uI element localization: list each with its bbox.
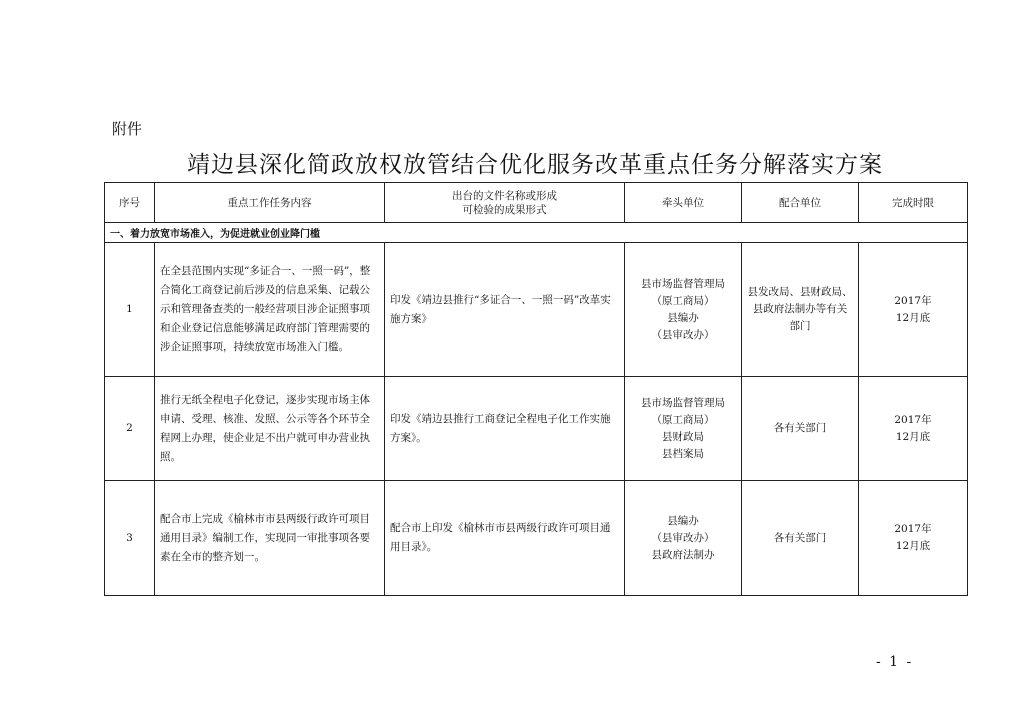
lead-unit-line: 县政府法制办 [651, 548, 715, 561]
lead-unit-line: 县市场监督管理局 [641, 396, 725, 409]
lead-unit-line: （原工商局） [651, 294, 715, 307]
lead-unit-line: （县审改办） [651, 531, 715, 544]
task-content: 在全县范围内实现“多证合一、一照一码”，整合简化工商登记前后涉及的信息采集、记载公示和管理备查类的一般经营项目涉企证照事项和企业登记信息能够满足政府部门管理需要的涉企证照事项，持续放宽市场准入门槛。 [155, 243, 385, 377]
section-title: 一、着力放宽市场准入，为促进就业创业降门槛 [105, 223, 968, 243]
support-unit [742, 377, 859, 481]
lead-unit [625, 243, 742, 377]
table-row [105, 481, 968, 596]
deadline [859, 481, 968, 596]
output-document: 印发《靖边县推行工商登记全程电子化工作实施方案》。 [385, 377, 625, 481]
header-output [385, 183, 625, 223]
deadline-line: 12月底 [895, 311, 931, 324]
attachment-label: 附件 [112, 120, 143, 138]
lead-unit [625, 481, 742, 596]
table-row [105, 243, 968, 377]
header-deadline: 完成时限 [859, 183, 968, 223]
support-unit [742, 243, 859, 377]
section-row [105, 223, 968, 243]
lead-unit-line: 县财政局 [662, 430, 704, 443]
lead-unit-line: 县编办 [667, 311, 699, 324]
deadline [859, 243, 968, 377]
header-no: 序号 [105, 183, 155, 223]
header-lead: 牵头单位 [625, 183, 742, 223]
table-row [105, 377, 968, 481]
support-unit-line: 县政府法制办等有关 [752, 303, 848, 315]
support-unit-line: 各有关部门 [773, 422, 827, 434]
output-document: 配合市上印发《榆林市市县两级行政许可项目通用目录》。 [385, 481, 625, 596]
output-document: 印发《靖边县推行“多证合一、一照一码”改革实施方案》 [385, 243, 625, 377]
deadline-line: 2017年 [894, 294, 932, 307]
row-number: 1 [105, 243, 155, 377]
lead-unit-line: 县档案局 [662, 447, 704, 460]
support-unit-line: 部门 [789, 320, 811, 332]
header-output-line1: 出台的文件名称或形成 [452, 189, 557, 202]
deadline-line: 12月底 [895, 430, 931, 443]
page-number: - 1 - [876, 654, 914, 670]
support-unit [742, 481, 859, 596]
deadline-line: 2017年 [894, 413, 932, 426]
row-number: 2 [105, 377, 155, 481]
document-title: 靖边县深化简政放权放管结合优化服务改革重点任务分解落实方案 [187, 152, 883, 178]
support-unit-line: 各有关部门 [773, 531, 827, 544]
table-header-row [105, 183, 968, 223]
task-content: 推行无纸全程电子化登记，逐步实现市场主体申请、受理、核准、发照、公示等各个环节全程网上办理，使企业足不出户就可申办营业执照。 [155, 377, 385, 481]
lead-unit-line: 县市场监督管理局 [641, 277, 725, 290]
deadline-line: 2017年 [894, 523, 932, 535]
lead-unit-line: （原工商局） [651, 413, 715, 426]
header-task: 重点工作任务内容 [155, 183, 385, 223]
lead-unit-line: （县审改办） [651, 328, 715, 341]
lead-unit [625, 377, 742, 481]
deadline [859, 377, 968, 481]
row-number: 3 [105, 481, 155, 596]
header-output-line2: 可检验的成果形式 [462, 203, 547, 216]
support-unit-line: 县发改局、县财政局、 [747, 286, 853, 298]
header-support: 配合单位 [742, 183, 859, 223]
task-content: 配合市上完成《榆林市市县两级行政许可项目通用目录》编制工作，实现同一审批事项各要素在全市的整齐划一。 [155, 481, 385, 596]
task-table [104, 182, 968, 596]
deadline-line: 12月底 [895, 540, 931, 552]
lead-unit-line: 县编办 [667, 514, 699, 527]
